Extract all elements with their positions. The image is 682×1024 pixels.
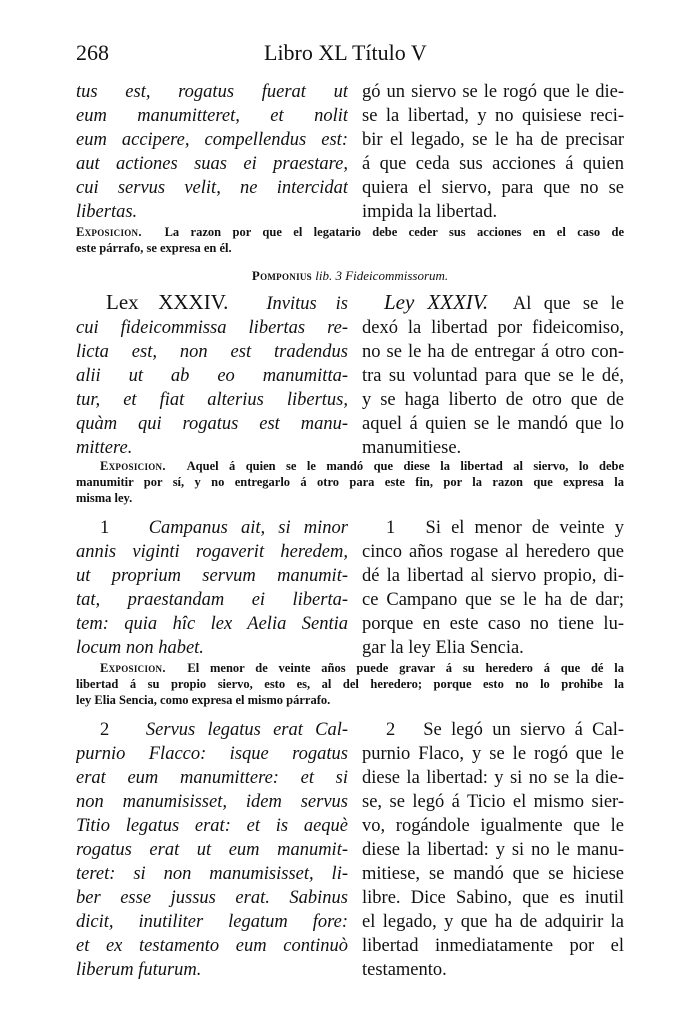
spanish-line: ce Campano que se le ha de dar;	[362, 590, 624, 610]
spanish-line: vo, rogándole igualmente que le	[362, 816, 624, 836]
latin-line: purnio Flacco: isque rogatus	[76, 744, 348, 764]
spanish-line: porque en este caso no tiene lu-	[362, 614, 624, 634]
latin-line: dicit, inutiliter legatum fore:	[76, 912, 348, 932]
spanish-line: Al que se le	[512, 294, 624, 314]
spanish-column	[362, 516, 624, 660]
paragraph-number: 1	[100, 518, 110, 538]
spanish-line: no se le ha de entregar á otro con-	[362, 342, 624, 362]
law-number: Ley XXXIV.	[384, 290, 489, 314]
latin-line: ber esse jussus erat. Sabinus	[76, 888, 348, 908]
spanish-line: quiera el siervo, para que no se	[362, 178, 624, 198]
exposicion-label: Exposicion.	[100, 459, 166, 473]
latin-line: cui servus velit, ne intercidat	[76, 178, 348, 198]
spanish-line: impida la libertad.	[362, 202, 498, 222]
spanish-line: dé la libertad al siervo propio, di-	[362, 566, 624, 586]
page-header	[76, 40, 624, 70]
spanish-line: testamento.	[362, 960, 447, 980]
latin-line: libertas.	[76, 202, 138, 222]
spanish-line: purnio Flaco, y se le rogó que le	[362, 744, 624, 764]
paragraph-number: 2	[100, 720, 110, 740]
caption-work: Fideicommissorum.	[345, 268, 449, 283]
exposicion-note	[76, 224, 624, 256]
spanish-line: dexó la libertad por fideicomiso,	[362, 318, 624, 338]
spanish-line: cinco años rogase al heredero que	[362, 542, 624, 562]
latin-line: Invitus is	[266, 294, 348, 314]
exposicion-text: ley Elia Sencia, como expresa el mismo párrafo.	[76, 693, 331, 707]
latin-column	[76, 80, 348, 224]
source-caption	[76, 268, 624, 284]
spanish-line: gar la ley Elia Sencia.	[362, 638, 524, 658]
latin-line: tur, et fiat alterius libertus,	[76, 390, 348, 410]
paragraph-number: 1	[386, 518, 396, 538]
spanish-line: tra su voluntad para que se le dé,	[362, 366, 624, 386]
spanish-line: libertad inmediatamente por el	[362, 936, 624, 956]
block-1	[76, 80, 624, 230]
block-4	[76, 718, 624, 988]
latin-line: licta est, non est tradendus	[76, 342, 348, 362]
spanish-line: mitiese, se mandó que se hiciese	[362, 864, 624, 884]
block-3	[76, 516, 624, 666]
latin-line: quàm qui rogatus est manu-	[76, 414, 348, 434]
spanish-line: Se legó un siervo á Cal-	[423, 720, 624, 740]
latin-line: tat, praestandam ei liberta-	[76, 590, 348, 610]
spanish-line: manumitiese.	[362, 438, 462, 458]
latin-line: annis viginti rogaverit heredem,	[76, 542, 348, 562]
spanish-line: Si el menor de veinte y	[425, 518, 624, 538]
latin-line: rogatus erat ut eum manumit-	[76, 840, 348, 860]
caption-text: lib. 3	[312, 268, 346, 283]
exposicion-note	[76, 660, 624, 708]
latin-column	[76, 718, 348, 982]
running-head: Libro XL Título V	[264, 40, 427, 65]
spanish-line: se la libertad, y no quisiese reci-	[362, 106, 624, 126]
latin-line: eum manumitteret, et nolit	[76, 106, 348, 126]
spanish-line: aquel á quien se le mandó que lo	[362, 414, 624, 434]
spanish-line: á que ceda sus acciones á quien	[362, 154, 624, 174]
exposicion-label: Exposicion.	[76, 225, 142, 239]
latin-column	[76, 516, 348, 660]
latin-line: cui fideicommissa libertas re-	[76, 318, 348, 338]
spanish-line: libre. Dice Sabino, que es inutil	[362, 888, 624, 908]
latin-line: Campanus ait, si minor	[148, 518, 348, 538]
latin-line: erat eum manumittere: et si	[76, 768, 348, 788]
exposicion-label: Exposicion.	[100, 661, 166, 675]
exposicion-text: Aquel á quien se le mandó que diese la libertad al siervo, lo debe	[186, 459, 624, 473]
latin-line: Titio legatus erat: et is aequè	[76, 816, 348, 836]
exposicion-text: manumitir por sí, y no entregarlo á otro para este fin, por la razon que expresa la	[76, 475, 624, 489]
exposicion-note	[76, 458, 624, 506]
latin-line: aut actiones suas ei praestare,	[76, 154, 348, 174]
page-number: 268	[76, 40, 109, 65]
exposicion-text: este párrafo, se expresa en él.	[76, 241, 232, 255]
block-2	[76, 290, 624, 460]
spanish-line: gó un siervo se le rogó que le die-	[362, 82, 624, 102]
exposicion-text: libertad á su propio siervo, esto es, al del heredero; porque esto no lo prohibe la	[76, 677, 624, 691]
latin-line: locum non habet.	[76, 638, 204, 658]
latin-line: tem: quia hîc lex Aelia Sentia	[76, 614, 348, 634]
spanish-line: se, se legó á Ticio el mismo sier-	[362, 792, 624, 812]
latin-line: eum accipere, compellendus est:	[76, 130, 348, 150]
spanish-column	[362, 80, 624, 224]
spanish-column	[362, 718, 624, 982]
spanish-line: el legado, y que ha de adquirir la	[362, 912, 624, 932]
latin-column	[76, 290, 348, 460]
latin-line: et ex testamento eum continuò	[76, 936, 348, 956]
exposicion-text: misma ley.	[76, 491, 133, 505]
latin-line: teret: si non manumisisset, li-	[76, 864, 348, 884]
latin-line: mittere.	[76, 438, 133, 458]
exposicion-text: La razon por que el legatario debe ceder sus acciones en el caso de	[164, 225, 624, 239]
law-number: Lex XXXIV.	[106, 290, 229, 314]
spanish-line: diese la libertad: y si no se la die-	[362, 768, 624, 788]
caption-author: Pomponius	[251, 268, 312, 283]
latin-line: Servus legatus erat Cal-	[145, 720, 348, 740]
paragraph-number: 2	[386, 720, 396, 740]
latin-line: ut proprium servum manumit-	[76, 566, 348, 586]
latin-line: alii ut ab eo manumitta-	[76, 366, 348, 386]
latin-line: tus est, rogatus fuerat ut	[76, 82, 348, 102]
exposicion-text: El menor de veinte años puede gravar á su heredero á que dé la	[187, 661, 624, 675]
latin-line: liberum futurum.	[76, 960, 202, 980]
spanish-line: y se haga liberto de otro que de	[362, 390, 624, 410]
spanish-line: diese la libertad: y si no le manu-	[362, 840, 624, 860]
latin-line: non manumisisset, idem servus	[76, 792, 348, 812]
spanish-line: bir el legado, se le ha de precisar	[362, 130, 624, 150]
spanish-column	[362, 290, 624, 460]
